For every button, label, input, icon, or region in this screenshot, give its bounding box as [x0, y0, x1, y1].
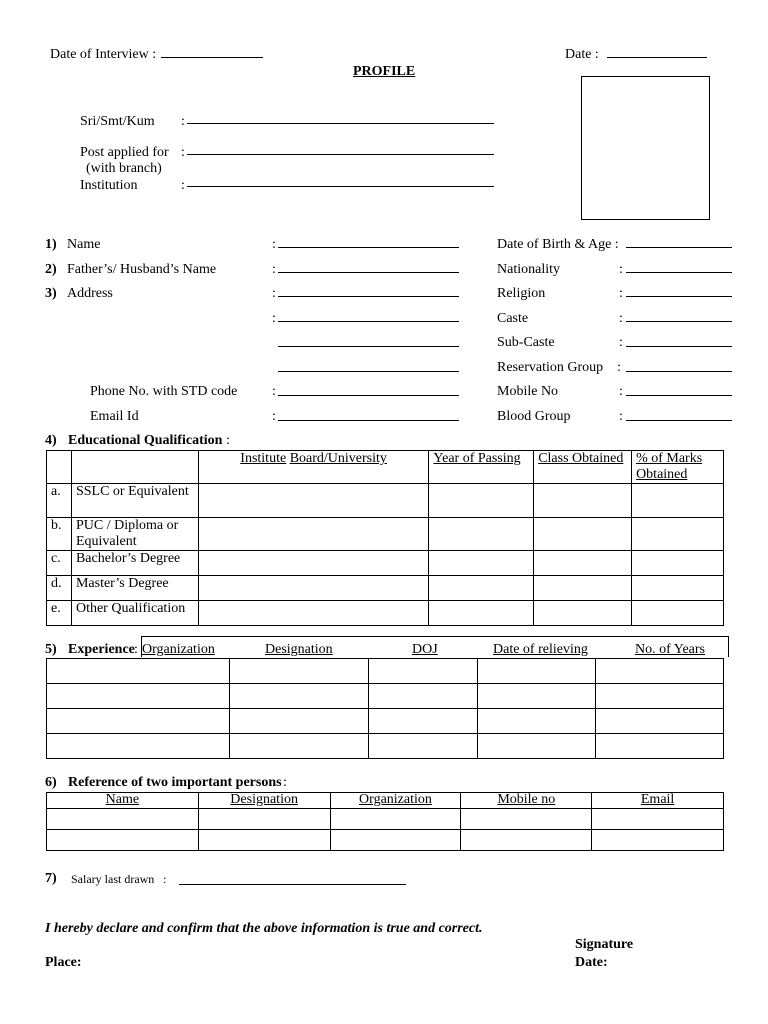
colon: :: [619, 311, 623, 326]
education-table: [46, 450, 724, 626]
table-row: [47, 709, 724, 734]
email-label: Email Id: [90, 409, 139, 424]
table-cell[interactable]: [47, 734, 230, 759]
place-label: Place:: [45, 955, 82, 970]
date-of-interview-field[interactable]: [161, 57, 263, 58]
colon: :: [617, 360, 621, 375]
table-cell[interactable]: [632, 576, 724, 601]
colon: :: [181, 178, 185, 193]
table-cell[interactable]: [592, 830, 724, 851]
qualification-name: SSLC or Equivalent: [71, 484, 198, 518]
dob-age-field[interactable]: [626, 247, 732, 248]
organization-header: Organization: [142, 642, 215, 657]
qualification-name: Bachelor’s Degree: [71, 551, 198, 576]
name-label: Name: [67, 237, 101, 252]
table-cell[interactable]: [47, 659, 230, 684]
signature-label: Signature: [575, 937, 634, 952]
qualification-name: PUC / Diploma or Equivalent: [71, 518, 198, 551]
colon: :: [272, 237, 276, 252]
colon: :: [272, 286, 276, 301]
colon: :: [272, 262, 276, 277]
item-number: 4): [45, 433, 57, 448]
colon: :: [283, 775, 287, 790]
institute-header: Institute Board/University: [198, 451, 429, 484]
address-field-line2[interactable]: [278, 321, 459, 322]
institution-label: Institution: [80, 178, 138, 193]
name-field[interactable]: [278, 247, 459, 248]
blood-group-field[interactable]: [626, 420, 732, 421]
photo-box: [581, 76, 710, 220]
with-branch-label: (with branch): [86, 161, 162, 176]
doj-header: DOJ: [412, 642, 438, 657]
table-cell[interactable]: [478, 734, 596, 759]
table-cell[interactable]: [461, 809, 592, 830]
father-husband-name-label: Father’s/ Husband’s Name: [67, 262, 217, 277]
table-cell[interactable]: [429, 576, 534, 601]
table-cell[interactable]: [429, 601, 534, 626]
table-cell[interactable]: [596, 684, 724, 709]
sri-smt-kum-label: Sri/Smt/Kum: [80, 114, 155, 129]
colon: :: [163, 872, 167, 886]
table-cell[interactable]: [47, 709, 230, 734]
table-cell[interactable]: [461, 830, 592, 851]
table-cell[interactable]: [478, 659, 596, 684]
table-header-row: [47, 793, 724, 809]
email-header: Email: [592, 793, 724, 809]
reference-title: Reference of two important persons: [68, 775, 282, 790]
table-cell[interactable]: [368, 709, 478, 734]
post-applied-label: Post applied for: [80, 145, 169, 160]
table-cell[interactable]: [368, 659, 478, 684]
education-title: Educational Qualification: [68, 433, 223, 448]
table-cell[interactable]: [596, 734, 724, 759]
date-of-interview-label: Date of Interview :: [50, 47, 157, 62]
sri-smt-kum-field[interactable]: [187, 123, 494, 124]
table-cell[interactable]: [429, 484, 534, 518]
salary-label: Salary last drawn: [71, 872, 155, 886]
reference-table: [46, 792, 724, 851]
date-of-relieving-header: Date of relieving: [493, 642, 588, 657]
table-cell[interactable]: [632, 484, 724, 518]
year-header: Year of Passing: [429, 451, 534, 484]
item-number: 7): [45, 871, 57, 886]
table-cell[interactable]: [478, 709, 596, 734]
table-cell[interactable]: [47, 684, 230, 709]
table-cell[interactable]: [592, 809, 724, 830]
dob-age-label: Date of Birth & Age :: [497, 237, 619, 252]
table-cell[interactable]: [534, 484, 632, 518]
nationality-label: Nationality: [497, 262, 560, 277]
caste-field[interactable]: [626, 321, 732, 322]
table-cell[interactable]: [198, 576, 429, 601]
colon: :: [619, 262, 623, 277]
class-header: Class Obtained: [534, 451, 632, 484]
colon: :: [619, 335, 623, 350]
mobile-header: Mobile no: [461, 793, 592, 809]
table-header-row: [47, 451, 724, 484]
declaration-text: I hereby declare and confirm that the above information is true and correct.: [45, 921, 483, 936]
table-cell[interactable]: [596, 709, 724, 734]
colon: :: [181, 145, 185, 160]
colon: :: [619, 384, 623, 399]
table-cell[interactable]: [368, 684, 478, 709]
date-field[interactable]: [607, 57, 707, 58]
table-cell[interactable]: [632, 518, 724, 551]
table-cell[interactable]: [47, 809, 199, 830]
item-number: 6): [45, 775, 57, 790]
table-row: [47, 809, 724, 830]
item-number: 5): [45, 642, 57, 657]
salary-field[interactable]: [179, 884, 406, 885]
father-husband-name-field[interactable]: [278, 272, 459, 273]
table-cell[interactable]: [368, 734, 478, 759]
table-cell[interactable]: [596, 659, 724, 684]
email-field[interactable]: [278, 420, 459, 421]
nationality-field[interactable]: [626, 272, 732, 273]
item-number: 1): [45, 237, 57, 252]
religion-label: Religion: [497, 286, 546, 301]
colon: :: [134, 642, 138, 657]
table-cell[interactable]: [429, 551, 534, 576]
table-cell[interactable]: [632, 601, 724, 626]
table-cell[interactable]: [534, 576, 632, 601]
table-row: e. Other Qualification: [47, 601, 724, 626]
table-cell[interactable]: [330, 830, 461, 851]
table-cell[interactable]: [534, 601, 632, 626]
sub-caste-field[interactable]: [626, 346, 732, 347]
post-applied-field[interactable]: [187, 154, 494, 155]
experience-title: Experience: [68, 642, 135, 657]
mobile-field[interactable]: [626, 395, 732, 396]
colon: :: [272, 311, 276, 326]
colon: :: [619, 286, 623, 301]
table-cell[interactable]: [534, 518, 632, 551]
reservation-group-field[interactable]: [626, 371, 732, 372]
footer-date-label: Date:: [575, 955, 608, 970]
address-field-line4[interactable]: [278, 371, 459, 372]
address-field-line1[interactable]: [278, 296, 459, 297]
table-cell[interactable]: [198, 809, 330, 830]
no-of-years-header: No. of Years: [635, 642, 705, 657]
table-cell[interactable]: [478, 684, 596, 709]
sub-caste-label: Sub-Caste: [497, 335, 555, 350]
table-row: [47, 830, 724, 851]
colon: :: [619, 409, 623, 424]
phone-field[interactable]: [278, 395, 459, 396]
table-cell[interactable]: [198, 518, 429, 551]
marks-header: % of Marks Obtained: [632, 451, 724, 484]
table-cell[interactable]: [534, 551, 632, 576]
table-cell[interactable]: [198, 484, 429, 518]
designation-header: Designation: [198, 793, 330, 809]
qualification-name: Other Qualification: [71, 601, 198, 626]
table-row: [47, 684, 724, 709]
table-row: b. PUC / Diploma or Equivalent: [47, 518, 724, 551]
table-row: [47, 734, 724, 759]
table-row: [47, 659, 724, 684]
blood-group-label: Blood Group: [497, 409, 571, 424]
table-row: d. Master’s Degree: [47, 576, 724, 601]
institution-field[interactable]: [187, 186, 494, 187]
religion-field[interactable]: [626, 296, 732, 297]
address-label: Address: [67, 286, 113, 301]
table-row: a. SSLC or Equivalent: [47, 484, 724, 518]
table-row: c. Bachelor’s Degree: [47, 551, 724, 576]
table-cell[interactable]: [229, 709, 368, 734]
table-cell[interactable]: [632, 551, 724, 576]
designation-header: Designation: [265, 642, 333, 657]
table-cell[interactable]: [330, 809, 461, 830]
table-cell[interactable]: [47, 830, 199, 851]
table-cell[interactable]: [229, 734, 368, 759]
colon: :: [181, 114, 185, 129]
organization-header: Organization: [330, 793, 461, 809]
date-label: Date :: [565, 47, 599, 62]
table-cell[interactable]: [198, 601, 429, 626]
table-cell[interactable]: [229, 684, 368, 709]
phone-label: Phone No. with STD code: [90, 384, 238, 399]
experience-table: [46, 658, 724, 759]
name-header: Name: [47, 793, 199, 809]
item-number: 3): [45, 286, 57, 301]
reservation-group-label: Reservation Group: [497, 360, 604, 375]
colon: :: [272, 409, 276, 424]
item-number: 2): [45, 262, 57, 277]
colon: :: [272, 384, 276, 399]
table-cell[interactable]: [198, 551, 429, 576]
colon: :: [226, 433, 230, 448]
mobile-label: Mobile No: [497, 384, 559, 399]
page-title: PROFILE: [353, 64, 416, 79]
table-cell[interactable]: [198, 830, 330, 851]
table-cell[interactable]: [229, 659, 368, 684]
caste-label: Caste: [497, 311, 529, 326]
table-cell[interactable]: [429, 518, 534, 551]
qualification-name: Master’s Degree: [71, 576, 198, 601]
address-field-line3[interactable]: [278, 346, 459, 347]
